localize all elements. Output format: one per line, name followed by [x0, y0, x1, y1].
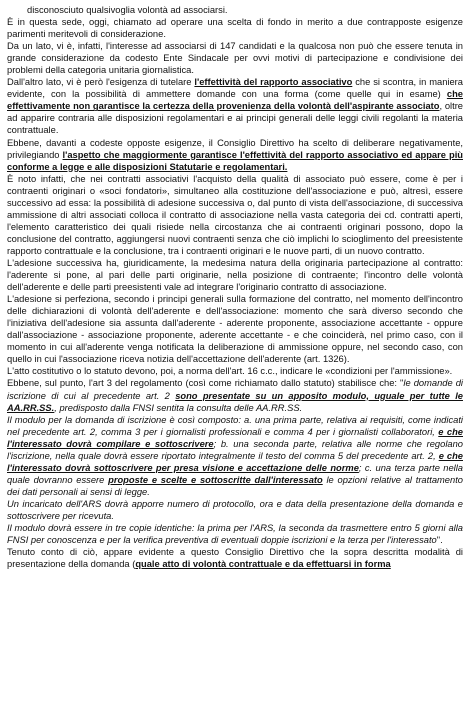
paragraph — [7, 498, 463, 522]
text-run: sono presentate su un apposito modulo, uguale per tutte le AA.RR.SS. — [7, 390, 463, 413]
text-run: le opzioni relative al trattamento dei dati personali ai sensi di legge. — [7, 474, 463, 497]
text-run: L'adesione si perfeziona, secondo i principi generali sulla formazione del contratto, nel momento dell'incontro delle dichiarazioni di volontà dell'aderente e dell'associazione: momento che sarà diverso secondo che l'iniziativa dell'adesione sia assunta dall'aderente - aderente proponente, associazione accettante - oppure dall'associazione - associazione proponente, aderente accettante - e che coinciderà, nel primo caso, con il momento in cui all'aderente venga notificata la deliberazione di ammissione oppure, nel secondo caso, con quello in cui l'associazione riceva notizia dell'accettazione dell'aderente (art. 1326). — [7, 294, 463, 365]
text-run: Un incaricato dell'ARS dovrà apporre numero di protocollo, ora e data della presentazione della domanda e sottoscrivere per ricevuta. — [7, 498, 463, 521]
text-run: l'aspetto che maggiormente garantisce l'effettività del rapporto associativo ed appare più conforme a legge e alle disposizioni Statutarie e regolamentari. — [7, 149, 463, 172]
paragraph — [7, 137, 463, 173]
text-run: È in questa sede, oggi, chiamato ad operare una scelta di fondo in merito a due contrapposte esigenze parimenti meritevoli di considerazione. — [7, 17, 463, 40]
paragraph — [7, 76, 463, 136]
paragraph — [7, 257, 463, 293]
text-run: ; c. una terza parte nella quale dovranno essere — [7, 462, 464, 485]
text-run: , predisposto dalla FNSI sentita la consulta delle AA.RR.SS. — [54, 402, 303, 413]
paragraph — [7, 414, 463, 498]
paragraph — [7, 377, 463, 413]
text-run: , oltre ad apparire contraria alle disposizioni regolamentari e ai principi generali delle leggi civili regolanti la materia contrattuale. — [7, 101, 464, 136]
text-run: ". — [436, 535, 443, 546]
text-run: che effettivamente non garantisce la certezza della provenienza della volontà dell'aspirante associato — [7, 89, 463, 112]
paragraph — [7, 293, 463, 365]
paragraph — [7, 4, 463, 16]
paragraph — [7, 40, 463, 76]
text-run: le domande di iscrizione di cui al precedente art. 2 — [7, 378, 463, 401]
text-run: Ebbene, sul punto, l'art 3 del regolamento (così come richiamato dallo statuto) stabilisce che: " — [7, 378, 404, 389]
text-run: e che l'interessato dovrà compilare e sottoscrivere — [7, 426, 463, 449]
text-run: Tenuto conto di ciò, appare evidente a questo Consiglio Direttivo che la sopra descritta modalità di presentazione della domanda ( — [7, 547, 463, 570]
paragraph — [7, 365, 463, 377]
text-run: quale atto di volontà contrattuale e da effettuarsi in forma — [135, 559, 391, 570]
text-run: Il modulo dovrà essere in tre copie identiche: la prima per l'ARS, la seconda da trasmettere entro 5 giorni alla FNSI per conoscenza e per la verifica preventiva di eventuali doppie iscrizioni e la terza per l'interessato — [7, 523, 463, 546]
text-run: Da un lato, vi è, infatti, l'interesse ad associarsi di 147 candidati e la qualcosa non può che essere tenuta in grande considerazione da codesto Ente Sindacale per ovvi motivi di partecipazione e condivisione dei problemi della categoria unitaria giornalistica. — [7, 41, 463, 76]
text-run: che si scontra, in maniera evidente, con la possibilità di ammettere domande con una forma (come quelle qui in esame) — [7, 77, 463, 100]
text-run: È noto infatti, che nei contratti associativi l'acquisto della qualità di associato può essere, come è per i contraenti originari o «soci fondatori», simultaneo alla costituzione dell'associazione e può, altresì, essere successivo ad essa: la possibilità di adesione successiva o, dal punto di vista dell'associazione, di successiva ammissione di altri associati colloca il contratto di associazione nella vasta categoria dei cd. contratti aperti, l'elemento caratteristico dei quali risiede nella circostanza che ai contraenti originari possono, dopo la conclusione del contratto, aggiungersi nuovi contraenti senza che ciò implichi lo scioglimento del preesistente rapporto contrattuale e la conclusione, tra i contraenti originari e le nuove parti, di un nuovo contratto. — [7, 173, 463, 256]
paragraph — [7, 16, 463, 40]
text-run: disconosciuto qualsivoglia volontà ad associarsi. — [27, 5, 228, 15]
document-body — [7, 4, 463, 570]
text-run: Il modulo per la domanda di iscrizione è così composto: a. una prima parte, relativa ai requisiti, come indicati nel precedente art. 2, comma 3 per i giornalisti professionali e comma 4 per i giornalisti collaboratori, — [7, 414, 463, 437]
text-run: Ebbene, davanti a codeste opposte esigenze, il Consiglio Direttivo ha scelto di deliberare negativamente, privilegiando — [7, 137, 463, 160]
text-run: L'adesione successiva ha, giuridicamente, la medesima natura della originaria partecipazione al contratto: l'aderente si pone, al pari delle parti originarie, nella posizione di contraente; l'incontro delle volontà dell'aderente e delle parti preesistenti vale ad integrare l'originario contratto di associazione. — [7, 257, 463, 293]
text-run: l'effettività del rapporto associativo — [194, 77, 353, 88]
text-run: Dall'altro lato, vi è però l'esigenza di tutelare — [7, 77, 195, 88]
text-run: proposte e scelte e sottoscritte dall'interessato — [108, 474, 323, 485]
text-run: L'atto costitutivo o lo statuto devono, poi, a norma dell'art. 16 c.c., indicare le «condizioni per l'ammissione». — [7, 366, 453, 377]
text-run: ; b. una seconda parte, relativa alle norme che regolano l'iscrizione, nella quale dovrà essere riportato integralmente il testo del comma 5 del precedente art. 2, — [7, 438, 463, 461]
paragraph — [7, 546, 463, 570]
paragraph — [7, 522, 463, 546]
text-run: e che l'interessato dovrà sottoscrivere per presa visione e accettazione delle norme — [7, 450, 463, 473]
paragraph — [7, 173, 463, 257]
